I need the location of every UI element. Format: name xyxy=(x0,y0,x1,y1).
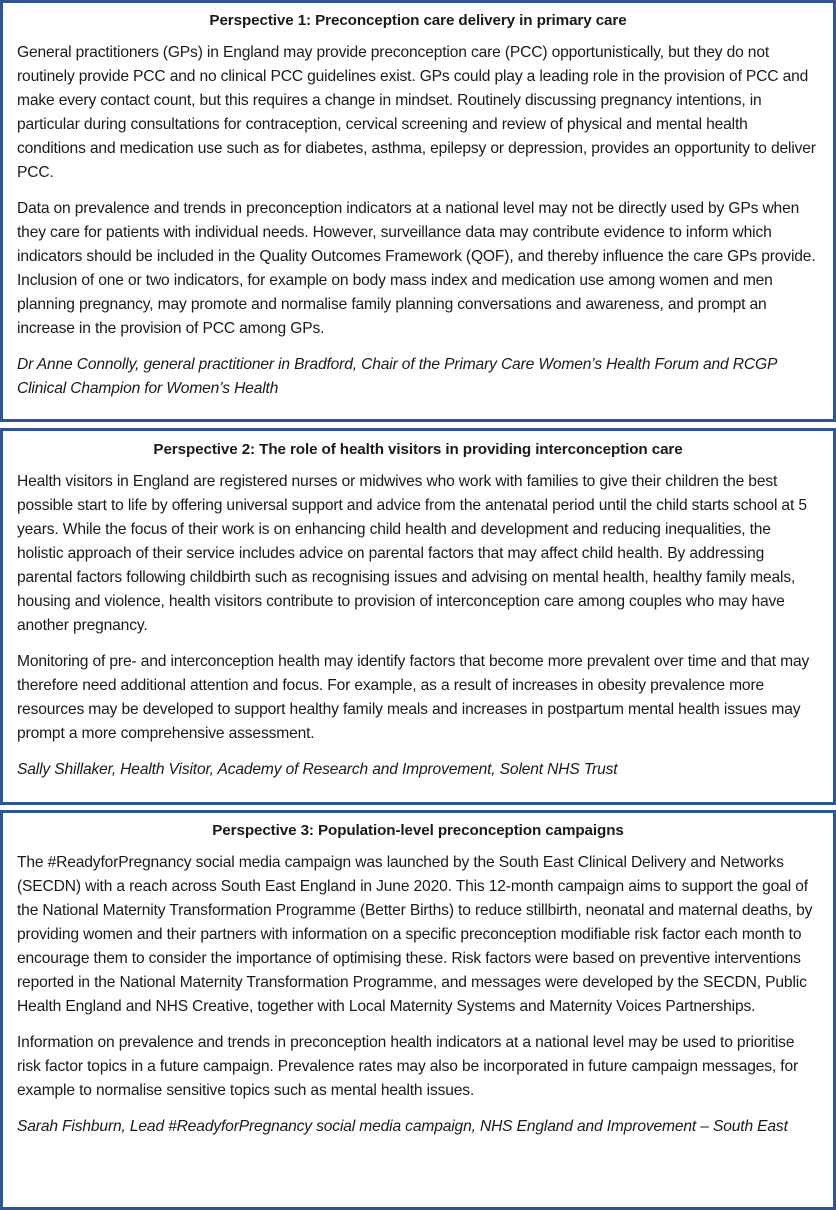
perspective-title: Perspective 1: Preconception care delivery in primary care xyxy=(209,12,627,29)
perspective-paragraph: Data on prevalence and trends in preconception indicators at a national level may not be directly used by GPs when they care for patients with individual needs. However, surveillance data may contribute evidence to inform which indicators should be included in the Quality Outcomes Framework (QOF), and thereby influence the care GPs provide. Inclusion of one or two indicators, for example on body mass index and medication use among women and men planning pregnancy, may promote and normalise family planning conversations and awareness, and prompt an increase in the provision of PCC among GPs. xyxy=(17,200,816,337)
perspective-title: Perspective 3: Population-level preconception campaigns xyxy=(212,822,624,839)
perspective-box-2 xyxy=(0,428,836,805)
perspective-paragraph: Monitoring of pre- and interconception health may identify factors that become more prevalent over time and that may therefore need additional attention and focus. For example, as a result of increases in obesity prevalence more resources may be developed to support healthy family meals and increases in postpartum mental health issues may prompt a more comprehensive assessment. xyxy=(17,653,810,742)
perspective-title: Perspective 2: The role of health visitors in providing interconception care xyxy=(153,441,683,458)
perspective-paragraph: General practitioners (GPs) in England may provide preconception care (PCC) opportunistically, but they do not routinely provide PCC and no clinical PCC guidelines exist. GPs could play a leading role in the provision of PCC and make every contact count, but this requires a change in mindset. Routinely discussing pregnancy intentions, in particular during consultations for contraception, cervical screening and review of physical and mental health conditions and medication use such as for diabetes, asthma, epilepsy or depression, provides an opportunity to deliver PCC. xyxy=(17,44,816,181)
perspective-paragraph: Information on prevalence and trends in preconception health indicators at a national level may be used to prioritise risk factor topics in a future campaign. Prevalence rates may also be incorporated in future campaign messages, for example to normalise sensitive topics such as mental health issues. xyxy=(17,1034,799,1099)
perspective-attribution: Sarah Fishburn, Lead #ReadyforPregnancy social media campaign, NHS England and Improvement – South East xyxy=(17,1118,788,1135)
perspective-attribution: Dr Anne Connolly, general practitioner in Bradford, Chair of the Primary Care Women’s Health Forum and RCGP Clinical Champion for Women’s Health xyxy=(17,356,777,397)
perspective-paragraph: Health visitors in England are registered nurses or midwives who work with families to give their children the best possible start to life by offering universal support and advice from the antenatal period until the child starts school at 5 years. While the focus of their work is on enhancing child health and development and reducing inequalities, the holistic approach of their service includes advice on parental factors that may affect child health. By addressing parental factors following childbirth such as recognising issues and advising on mental health, healthy family meals, housing and violence, health visitors contribute to provision of interconception care among couples who may have another pregnancy. xyxy=(17,473,807,634)
perspective-attribution: Sally Shillaker, Health Visitor, Academy of Research and Improvement, Solent NHS Trust xyxy=(17,761,618,778)
perspective-box-3 xyxy=(0,810,836,1210)
perspective-paragraph: The #ReadyforPregnancy social media campaign was launched by the South East Clinical Delivery and Networks (SECDN) with a reach across South East England in June 2020. This 12-month campaign aims to support the goal of the National Maternity Transformation Programme (Better Births) to reduce stillbirth, neonatal and maternal deaths, by providing women and their partners with information on a specific preconception modifiable risk factor each month to encourage them to consider the importance of optimising these. Risk factors were based on preventive interventions reported in the National Maternity Transformation Programme, and messages were developed by the SECDN, Public Health England and NHS Creative, together with Local Maternity Systems and Maternity Voices Partnerships. xyxy=(17,854,813,1015)
perspective-box-1 xyxy=(0,0,836,422)
